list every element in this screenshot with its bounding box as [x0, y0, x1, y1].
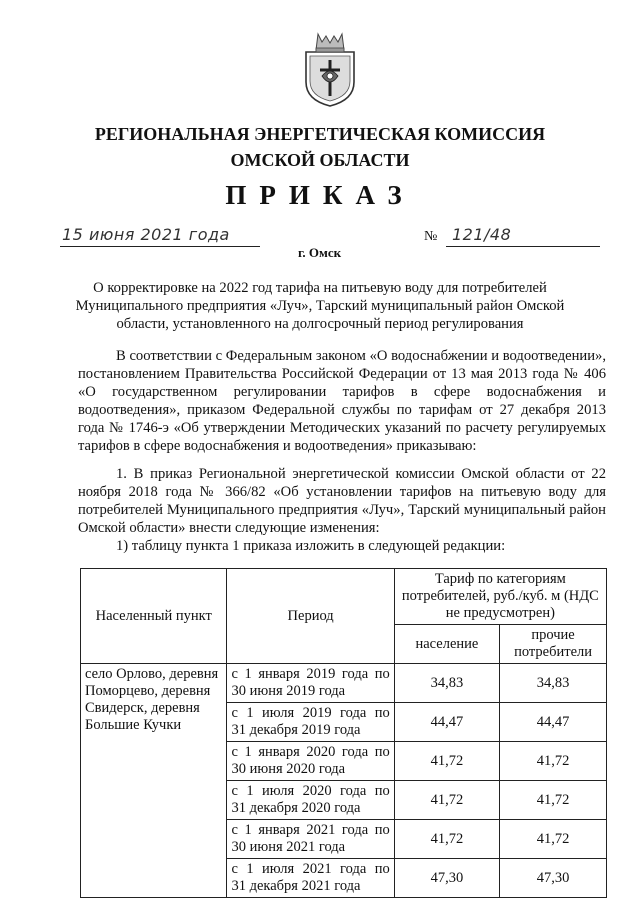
- period-cell: с 1 июля 2021 года по 31 декабря 2021 года: [227, 859, 394, 898]
- organization-name-line2: ОМСКОЙ ОБЛАСТИ: [230, 150, 410, 170]
- tariff-table: [80, 568, 607, 898]
- document-number-sign: №: [424, 229, 438, 244]
- period-cell: с 1 января 2020 года по 30 июня 2020 года: [227, 742, 394, 781]
- population-value: 34,83: [394, 664, 499, 703]
- document-number-handwritten: 121/48: [452, 225, 512, 244]
- document-date-handwritten: 15 июня 2021 года: [62, 225, 230, 244]
- other-value: 47,30: [500, 859, 607, 898]
- population-value: 41,72: [394, 781, 499, 820]
- header-population: население: [394, 625, 499, 664]
- clause-1-1-paragraph: 1) таблицу пункта 1 приказа изложить в следующей редакции:: [116, 538, 506, 554]
- population-value: 44,47: [394, 703, 499, 742]
- number-underline: [446, 246, 600, 247]
- header-settlement: Населенный пункт: [81, 569, 227, 664]
- population-value: 47,30: [394, 859, 499, 898]
- period-cell: с 1 июля 2019 года по 31 декабря 2019 года: [227, 703, 394, 742]
- header-tariff: Тариф по категориям потребителей, руб./куб. м (НДС не предусмотрен): [394, 569, 606, 625]
- table-header-row: [81, 569, 607, 625]
- table-row: [81, 664, 607, 703]
- period-cell: с 1 января 2019 года по 30 июня 2019 года: [227, 664, 394, 703]
- population-value: 41,72: [394, 820, 499, 859]
- organization-name-line1: РЕГИОНАЛЬНАЯ ЭНЕРГЕТИЧЕСКАЯ КОМИССИЯ: [94, 124, 546, 144]
- population-value: 41,72: [394, 742, 499, 781]
- clause-1-paragraph: 1. В приказ Региональной энергетической комиссии Омской области от 22 ноября 2018 года № 366/82 «Об установлении тарифов на питьевую воду для потребителей Муниципального предприятия «Луч», Тарский муниципальный район Омской области» внести следующие изменения:: [78, 466, 606, 536]
- document-type-title: ПРИКАЗ: [225, 180, 415, 210]
- other-value: 41,72: [500, 742, 607, 781]
- preamble-paragraph: В соответствии с Федеральным законом «О водоснабжении и водоотведении», постановлением Правительства Российской Федерации от 13 мая 2013 года № 406 «О государственном регулировании тарифов в сфере водоснабжения и водоотведения», приказом Федеральной службы по тарифам от 27 декабря 2013 года № 1746-э «Об утверждении Методических указаний по расчету регулируемых тарифов в сфере водоснабжения и водоотведения» приказываю:: [78, 348, 606, 454]
- document-city: г. Омск: [298, 245, 342, 260]
- header-period: Период: [227, 569, 394, 664]
- period-cell: с 1 января 2021 года по 30 июня 2021 года: [227, 820, 394, 859]
- other-value: 34,83: [500, 664, 607, 703]
- header-other-consumers: прочие потребители: [500, 625, 607, 664]
- document-subject: О корректировке на 2022 год тарифа на питьевую воду для потребителей Муниципального предприятия «Луч», Тарский муниципальный район Омской области, установленного на долгосрочный период регулирования: [75, 280, 565, 332]
- coat-of-arms-emblem: [300, 30, 360, 110]
- other-value: 41,72: [500, 781, 607, 820]
- other-value: 44,47: [500, 703, 607, 742]
- date-underline: [60, 246, 260, 247]
- settlement-cell: село Орлово, деревня Поморцево, деревня Свидерск, деревня Большие Кучки: [81, 664, 227, 898]
- other-value: 41,72: [500, 820, 607, 859]
- period-cell: с 1 июля 2020 года по 31 декабря 2020 года: [227, 781, 394, 820]
